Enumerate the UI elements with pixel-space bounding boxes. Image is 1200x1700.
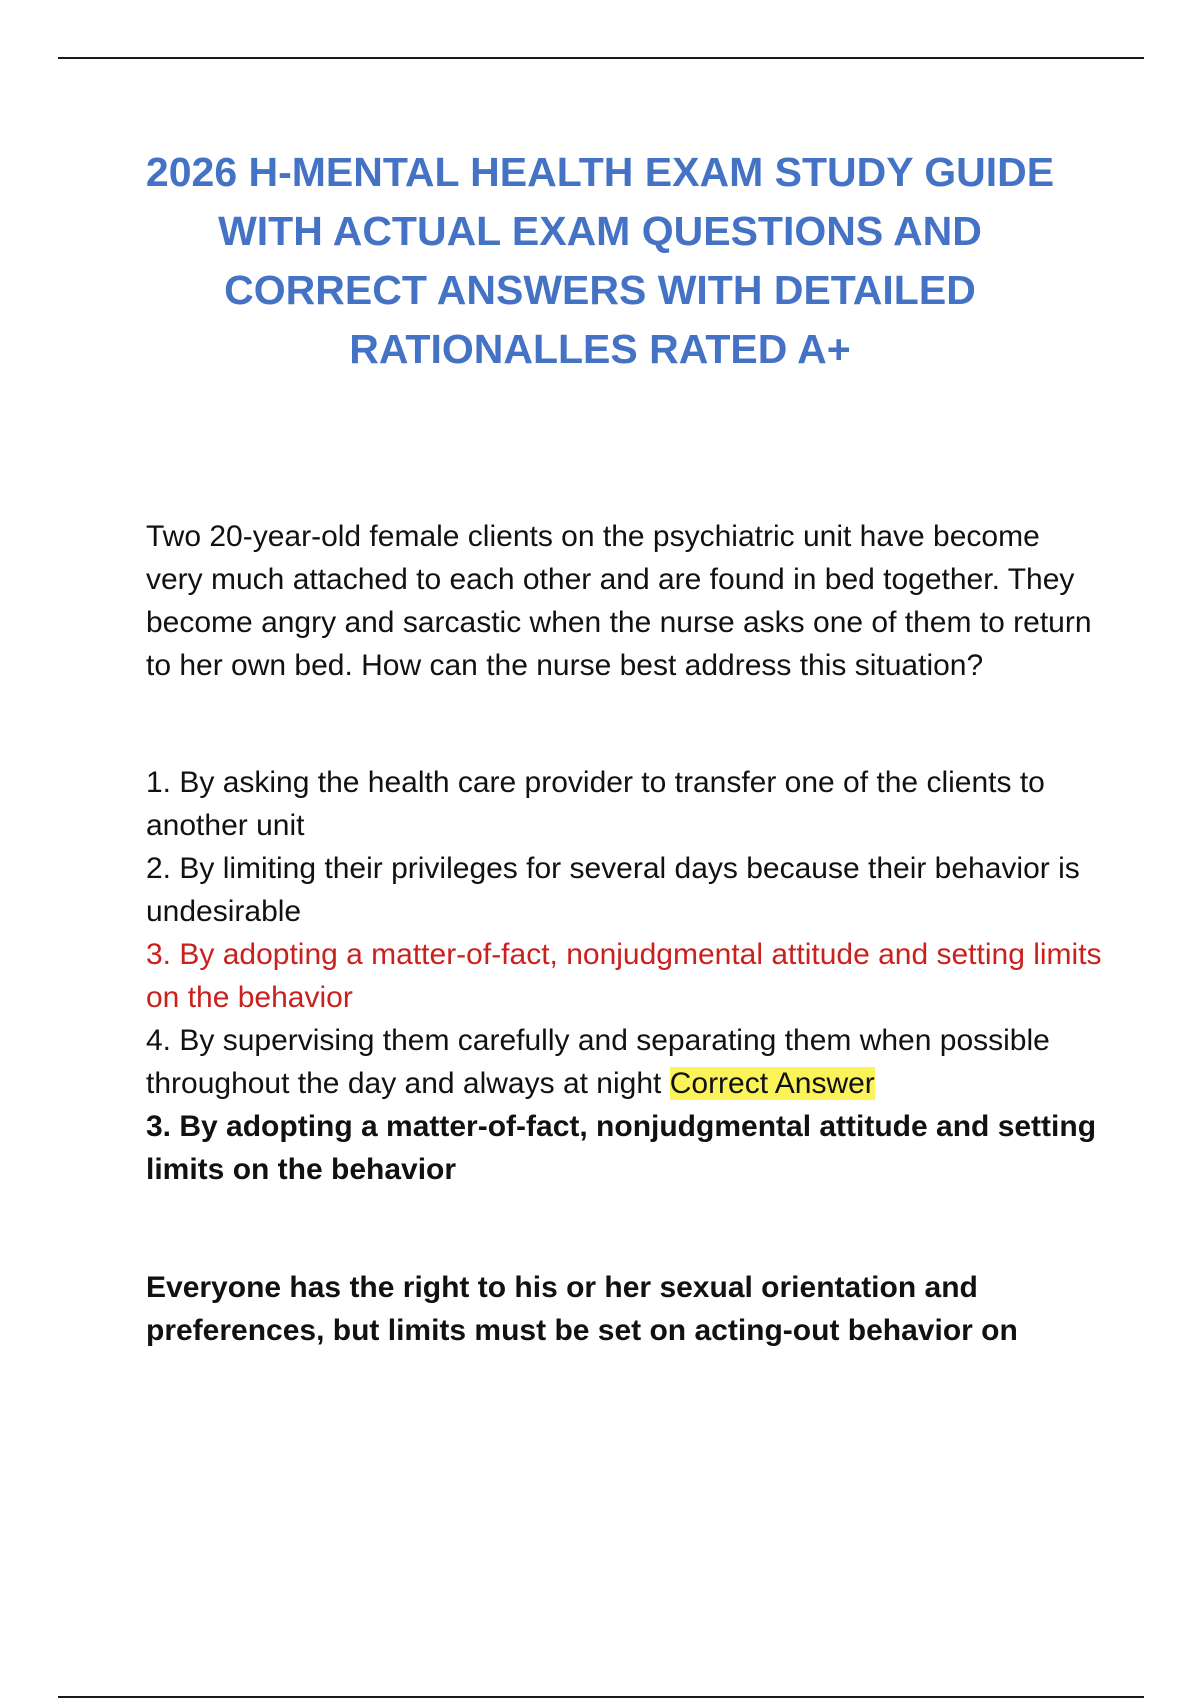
option-2: 2. By limiting their privileges for several days because their behavior is undesirable	[146, 852, 1080, 928]
option-3-correct: 3. By adopting a matter-of-fact, nonjudgmental attitude and setting limits on the behavior	[146, 938, 1102, 1014]
options-list	[146, 761, 1106, 1191]
document-title: 2026 H-MENTAL HEALTH EXAM STUDY GUIDE WITH ACTUAL EXAM QUESTIONS AND CORRECT ANSWERS WITH DETAILED RATIONALLES RATED A+	[145, 149, 1055, 372]
option-4	[146, 1019, 1106, 1105]
option-1: 1. By asking the health care provider to transfer one of the clients to another unit	[146, 766, 1045, 842]
bottom-rule	[58, 1696, 1144, 1698]
correct-answer-text: 3. By adopting a matter-of-fact, nonjudgmental attitude and setting limits on the behavior	[146, 1110, 1097, 1186]
question-stem: Two 20-year-old female clients on the psychiatric unit have become very much attached to each other and are found in bed together. They become angry and sarcastic when the nurse asks one of them to return to her own bed. How can the nurse best address this situation?	[146, 520, 1092, 682]
rationale-text: Everyone has the right to his or her sexual orientation and preferences, but limits must be set on acting-out behavior on	[146, 1271, 1018, 1347]
top-rule	[58, 57, 1144, 59]
correct-answer-label: Correct Answer	[669, 1067, 875, 1100]
option-4-text: 4. By supervising them carefully and separating them when possible throughout the day and always at night	[146, 1024, 1050, 1100]
question-block	[146, 515, 1106, 1352]
